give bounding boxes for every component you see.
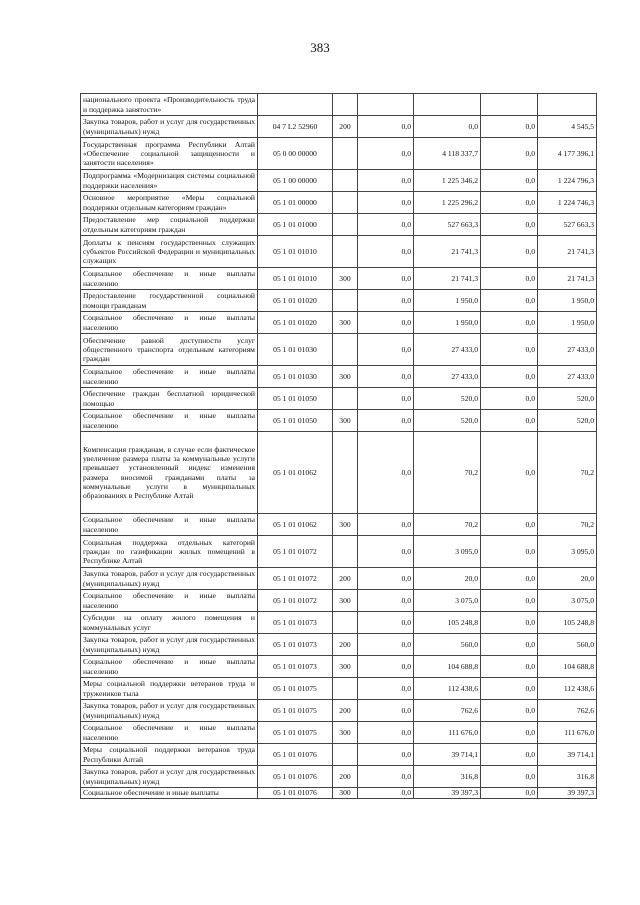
value-cell-1 — [358, 94, 414, 116]
table-row — [81, 334, 597, 366]
table-row — [81, 214, 597, 236]
value-cell-4: 112 438,6 — [538, 678, 597, 700]
target-code-cell: 05 1 01 01075 — [258, 678, 333, 700]
target-code-cell: 05 1 01 01010 — [258, 268, 333, 290]
expense-type-cell — [333, 744, 358, 766]
value-cell-2: 1 225 346,2 — [414, 170, 481, 192]
value-cell-4: 520,0 — [538, 410, 597, 432]
value-cell-3: 0,0 — [481, 568, 538, 590]
expense-name-cell: Социальное обеспечение и иные выплаты — [81, 788, 258, 799]
expense-type-cell: 300 — [333, 590, 358, 612]
value-cell-4: 39 397,3 — [538, 788, 597, 799]
target-code-cell: 05 1 01 01076 — [258, 744, 333, 766]
expense-name-cell: Подпрограмма «Модернизация системы социальной поддержки населения» — [81, 170, 258, 192]
value-cell-4: 316,8 — [538, 766, 597, 788]
table-row — [81, 432, 597, 514]
value-cell-3: 0,0 — [481, 722, 538, 744]
expense-name-cell: Социальное обеспечение и иные выплаты населению — [81, 514, 258, 536]
expense-name-cell: Компенсация гражданам, в случае если фактическое увеличение размера платы за коммунальные услуги превышает установленный индекс изменения размера вносимой гражданами платы за коммунальные услуги в муниципальных образованиях в Республике Алтай — [81, 432, 258, 514]
table-row — [81, 138, 597, 170]
value-cell-4: 21 741,3 — [538, 268, 597, 290]
value-cell-1: 0,0 — [358, 568, 414, 590]
value-cell-3: 0,0 — [481, 514, 538, 536]
expense-name-cell: Меры социальной поддержки ветеранов труда и тружеников тыла — [81, 678, 258, 700]
value-cell-2: 4 118 337,7 — [414, 138, 481, 170]
value-cell-2: 520,0 — [414, 388, 481, 410]
expense-type-cell — [333, 214, 358, 236]
value-cell-1: 0,0 — [358, 590, 414, 612]
table-row — [81, 634, 597, 656]
target-code-cell: 05 1 00 00000 — [258, 170, 333, 192]
value-cell-4: 111 676,0 — [538, 722, 597, 744]
expense-name-cell: Закупка товаров, работ и услуг для государственных (муниципальных) нужд — [81, 116, 258, 138]
expense-type-cell: 200 — [333, 700, 358, 722]
value-cell-3: 0,0 — [481, 432, 538, 514]
table-row — [81, 612, 597, 634]
expense-type-cell: 300 — [333, 410, 358, 432]
expense-name-cell: Субсидии на оплату жилого помещения и коммунальных услуг — [81, 612, 258, 634]
value-cell-1: 0,0 — [358, 656, 414, 678]
expense-type-cell — [333, 290, 358, 312]
value-cell-3: 0,0 — [481, 788, 538, 799]
target-code-cell: 05 1 01 01072 — [258, 568, 333, 590]
table-row — [81, 514, 597, 536]
value-cell-3: 0,0 — [481, 656, 538, 678]
value-cell-4: 20,0 — [538, 568, 597, 590]
expense-name-cell: Социальное обеспечение и иные выплаты населению — [81, 410, 258, 432]
value-cell-2: 1 225 296,2 — [414, 192, 481, 214]
value-cell-1: 0,0 — [358, 634, 414, 656]
value-cell-1: 0,0 — [358, 312, 414, 334]
value-cell-2: 1 950,0 — [414, 312, 481, 334]
target-code-cell: 05 1 01 01076 — [258, 788, 333, 799]
value-cell-1: 0,0 — [358, 290, 414, 312]
expense-type-cell: 300 — [333, 268, 358, 290]
target-code-cell: 05 1 01 01075 — [258, 700, 333, 722]
target-code-cell: 05 1 01 01062 — [258, 514, 333, 536]
value-cell-3: 0,0 — [481, 214, 538, 236]
value-cell-3: 0,0 — [481, 590, 538, 612]
expense-name-cell: Предоставление мер социальной поддержки отдельным категориям граждан — [81, 214, 258, 236]
value-cell-4: 27 433,0 — [538, 334, 597, 366]
value-cell-2: 762,6 — [414, 700, 481, 722]
value-cell-1: 0,0 — [358, 536, 414, 568]
value-cell-4: 762,6 — [538, 700, 597, 722]
value-cell-4: 27 433,0 — [538, 366, 597, 388]
expense-type-cell — [333, 678, 358, 700]
value-cell-2: 27 433,0 — [414, 334, 481, 366]
expense-type-cell — [333, 536, 358, 568]
value-cell-4: 1 950,0 — [538, 290, 597, 312]
expense-type-cell: 300 — [333, 366, 358, 388]
value-cell-2: 70,2 — [414, 432, 481, 514]
value-cell-4: 104 688,8 — [538, 656, 597, 678]
value-cell-2: 39 714,1 — [414, 744, 481, 766]
value-cell-1: 0,0 — [358, 214, 414, 236]
value-cell-1: 0,0 — [358, 334, 414, 366]
table-row — [81, 192, 597, 214]
expense-type-cell — [333, 94, 358, 116]
expense-type-cell: 300 — [333, 312, 358, 334]
target-code-cell: 05 1 01 01072 — [258, 590, 333, 612]
table-row — [81, 290, 597, 312]
value-cell-4: 70,2 — [538, 432, 597, 514]
value-cell-2: 527 663,3 — [414, 214, 481, 236]
target-code-cell: 05 1 01 01075 — [258, 722, 333, 744]
table-row — [81, 388, 597, 410]
value-cell-2: 105 248,8 — [414, 612, 481, 634]
expense-type-cell — [333, 138, 358, 170]
expense-name-cell: Социальное обеспечение и иные выплаты населению — [81, 312, 258, 334]
value-cell-4: 105 248,8 — [538, 612, 597, 634]
expense-name-cell: Закупка товаров, работ и услуг для государственных (муниципальных) нужд — [81, 700, 258, 722]
value-cell-2: 21 741,3 — [414, 236, 481, 268]
target-code-cell: 04 7 L2 52960 — [258, 116, 333, 138]
expense-name-cell: Социальное обеспечение и иные выплаты населению — [81, 268, 258, 290]
target-code-cell: 05 1 01 01062 — [258, 432, 333, 514]
value-cell-1: 0,0 — [358, 700, 414, 722]
value-cell-3: 0,0 — [481, 268, 538, 290]
value-cell-2: 20,0 — [414, 568, 481, 590]
value-cell-2: 316,8 — [414, 766, 481, 788]
expense-name-cell: Основное мероприятие «Меры социальной поддержки отдельным категориям граждан» — [81, 192, 258, 214]
expense-type-cell: 300 — [333, 656, 358, 678]
target-code-cell: 05 1 01 01020 — [258, 312, 333, 334]
value-cell-1: 0,0 — [358, 236, 414, 268]
value-cell-3: 0,0 — [481, 334, 538, 366]
table-row — [81, 236, 597, 268]
table-row — [81, 590, 597, 612]
table-row — [81, 678, 597, 700]
value-cell-4: 1 224 796,3 — [538, 170, 597, 192]
table-row — [81, 94, 597, 116]
value-cell-1: 0,0 — [358, 678, 414, 700]
value-cell-3: 0,0 — [481, 290, 538, 312]
value-cell-2: 112 438,6 — [414, 678, 481, 700]
table-row — [81, 268, 597, 290]
target-code-cell: 05 0 00 00000 — [258, 138, 333, 170]
value-cell-2: 0,0 — [414, 116, 481, 138]
expense-name-cell: Обеспечение равной доступности услуг общественного транспорта отдельным категориям граждан — [81, 334, 258, 366]
value-cell-3: 0,0 — [481, 170, 538, 192]
value-cell-4: 527 663,3 — [538, 214, 597, 236]
value-cell-3: 0,0 — [481, 678, 538, 700]
value-cell-1: 0,0 — [358, 432, 414, 514]
value-cell-2: 520,0 — [414, 410, 481, 432]
value-cell-3 — [481, 94, 538, 116]
table-row — [81, 766, 597, 788]
expense-name-cell: Предоставление государственной социальной помощи гражданам — [81, 290, 258, 312]
target-code-cell: 05 1 01 01076 — [258, 766, 333, 788]
target-code-cell: 05 1 01 01020 — [258, 290, 333, 312]
expense-name-cell: Обеспечение граждан бесплатной юридической помощью — [81, 388, 258, 410]
value-cell-2: 111 676,0 — [414, 722, 481, 744]
target-code-cell: 05 1 01 01072 — [258, 536, 333, 568]
expense-name-cell: Государственная программа Республики Алтай «Обеспечение социальной защищенности и занятости населения» — [81, 138, 258, 170]
value-cell-3: 0,0 — [481, 612, 538, 634]
value-cell-3: 0,0 — [481, 766, 538, 788]
expense-type-cell: 300 — [333, 514, 358, 536]
table-row — [81, 366, 597, 388]
value-cell-2: 1 950,0 — [414, 290, 481, 312]
value-cell-2: 70,2 — [414, 514, 481, 536]
target-code-cell — [258, 94, 333, 116]
value-cell-2: 3 095,0 — [414, 536, 481, 568]
value-cell-1: 0,0 — [358, 138, 414, 170]
value-cell-4: 560,0 — [538, 634, 597, 656]
value-cell-2: 27 433,0 — [414, 366, 481, 388]
table-row — [81, 568, 597, 590]
value-cell-1: 0,0 — [358, 268, 414, 290]
value-cell-4 — [538, 94, 597, 116]
value-cell-4: 4 177 396,1 — [538, 138, 597, 170]
expense-name-cell: Закупка товаров, работ и услуг для государственных (муниципальных) нужд — [81, 766, 258, 788]
target-code-cell: 05 1 01 01050 — [258, 410, 333, 432]
value-cell-1: 0,0 — [358, 192, 414, 214]
target-code-cell: 05 1 01 01050 — [258, 388, 333, 410]
value-cell-1: 0,0 — [358, 514, 414, 536]
value-cell-3: 0,0 — [481, 138, 538, 170]
value-cell-3: 0,0 — [481, 388, 538, 410]
expense-name-cell: Закупка товаров, работ и услуг для государственных (муниципальных) нужд — [81, 568, 258, 590]
value-cell-2: 560,0 — [414, 634, 481, 656]
value-cell-4: 1 224 746,3 — [538, 192, 597, 214]
value-cell-1: 0,0 — [358, 722, 414, 744]
value-cell-4: 39 714,1 — [538, 744, 597, 766]
table-row — [81, 788, 597, 799]
value-cell-4: 3 075,0 — [538, 590, 597, 612]
target-code-cell: 05 1 01 01010 — [258, 236, 333, 268]
value-cell-2: 21 741,3 — [414, 268, 481, 290]
value-cell-1: 0,0 — [358, 388, 414, 410]
value-cell-4: 21 741,3 — [538, 236, 597, 268]
target-code-cell: 05 1 01 01073 — [258, 634, 333, 656]
table-row — [81, 116, 597, 138]
value-cell-1: 0,0 — [358, 116, 414, 138]
value-cell-4: 70,2 — [538, 514, 597, 536]
expense-type-cell: 200 — [333, 634, 358, 656]
table-row — [81, 410, 597, 432]
target-code-cell: 05 1 01 01073 — [258, 656, 333, 678]
value-cell-3: 0,0 — [481, 366, 538, 388]
expense-type-cell: 200 — [333, 766, 358, 788]
expense-type-cell — [333, 192, 358, 214]
page-number: 383 — [310, 40, 330, 55]
value-cell-2: 104 688,8 — [414, 656, 481, 678]
expense-name-cell: Социальное обеспечение и иные выплаты населению — [81, 722, 258, 744]
expense-type-cell — [333, 432, 358, 514]
expense-name-cell: Социальное обеспечение и иные выплаты населению — [81, 366, 258, 388]
table-row — [81, 656, 597, 678]
value-cell-2: 3 075,0 — [414, 590, 481, 612]
expense-name-cell: национального проекта «Производительность труда и поддержка занятости» — [81, 94, 258, 116]
value-cell-4: 520,0 — [538, 388, 597, 410]
expense-type-cell: 200 — [333, 116, 358, 138]
table-row — [81, 312, 597, 334]
value-cell-3: 0,0 — [481, 700, 538, 722]
expense-type-cell: 200 — [333, 568, 358, 590]
expense-type-cell: 300 — [333, 722, 358, 744]
value-cell-2 — [414, 94, 481, 116]
expense-type-cell — [333, 388, 358, 410]
table-row — [81, 170, 597, 192]
value-cell-3: 0,0 — [481, 536, 538, 568]
target-code-cell: 05 1 01 01000 — [258, 214, 333, 236]
value-cell-4: 4 545,5 — [538, 116, 597, 138]
value-cell-3: 0,0 — [481, 634, 538, 656]
value-cell-4: 1 950,0 — [538, 312, 597, 334]
value-cell-3: 0,0 — [481, 192, 538, 214]
value-cell-1: 0,0 — [358, 366, 414, 388]
target-code-cell: 05 1 01 01073 — [258, 612, 333, 634]
table-row — [81, 536, 597, 568]
expense-name-cell: Социальное обеспечение и иные выплаты населению — [81, 590, 258, 612]
target-code-cell: 05 1 01 01030 — [258, 366, 333, 388]
value-cell-3: 0,0 — [481, 116, 538, 138]
expense-name-cell: Закупка товаров, работ и услуг для государственных (муниципальных) нужд — [81, 634, 258, 656]
expense-name-cell: Меры социальной поддержки ветеранов труда Республики Алтай — [81, 744, 258, 766]
value-cell-3: 0,0 — [481, 236, 538, 268]
table-row — [81, 744, 597, 766]
expense-type-cell — [333, 334, 358, 366]
budget-table — [80, 93, 597, 799]
value-cell-1: 0,0 — [358, 744, 414, 766]
table-row — [81, 700, 597, 722]
value-cell-3: 0,0 — [481, 410, 538, 432]
value-cell-1: 0,0 — [358, 766, 414, 788]
value-cell-4: 3 095,0 — [538, 536, 597, 568]
value-cell-1: 0,0 — [358, 612, 414, 634]
expense-name-cell: Доплаты к пенсиям государственных служащих субъектов Российской Федерации и муниципальных служащих — [81, 236, 258, 268]
value-cell-1: 0,0 — [358, 788, 414, 799]
value-cell-3: 0,0 — [481, 744, 538, 766]
table-body — [81, 94, 597, 799]
expense-type-cell — [333, 236, 358, 268]
expense-name-cell: Социальное обеспечение и иные выплаты населению — [81, 656, 258, 678]
target-code-cell: 05 1 01 01030 — [258, 334, 333, 366]
expense-type-cell: 300 — [333, 788, 358, 799]
table-row — [81, 722, 597, 744]
target-code-cell: 05 1 01 00000 — [258, 192, 333, 214]
expense-type-cell — [333, 612, 358, 634]
value-cell-2: 39 397,3 — [414, 788, 481, 799]
expense-type-cell — [333, 170, 358, 192]
value-cell-3: 0,0 — [481, 312, 538, 334]
value-cell-1: 0,0 — [358, 410, 414, 432]
expense-name-cell: Социальная поддержка отдельных категорий граждан по газификации жилых помещений в Республике Алтай — [81, 536, 258, 568]
value-cell-1: 0,0 — [358, 170, 414, 192]
